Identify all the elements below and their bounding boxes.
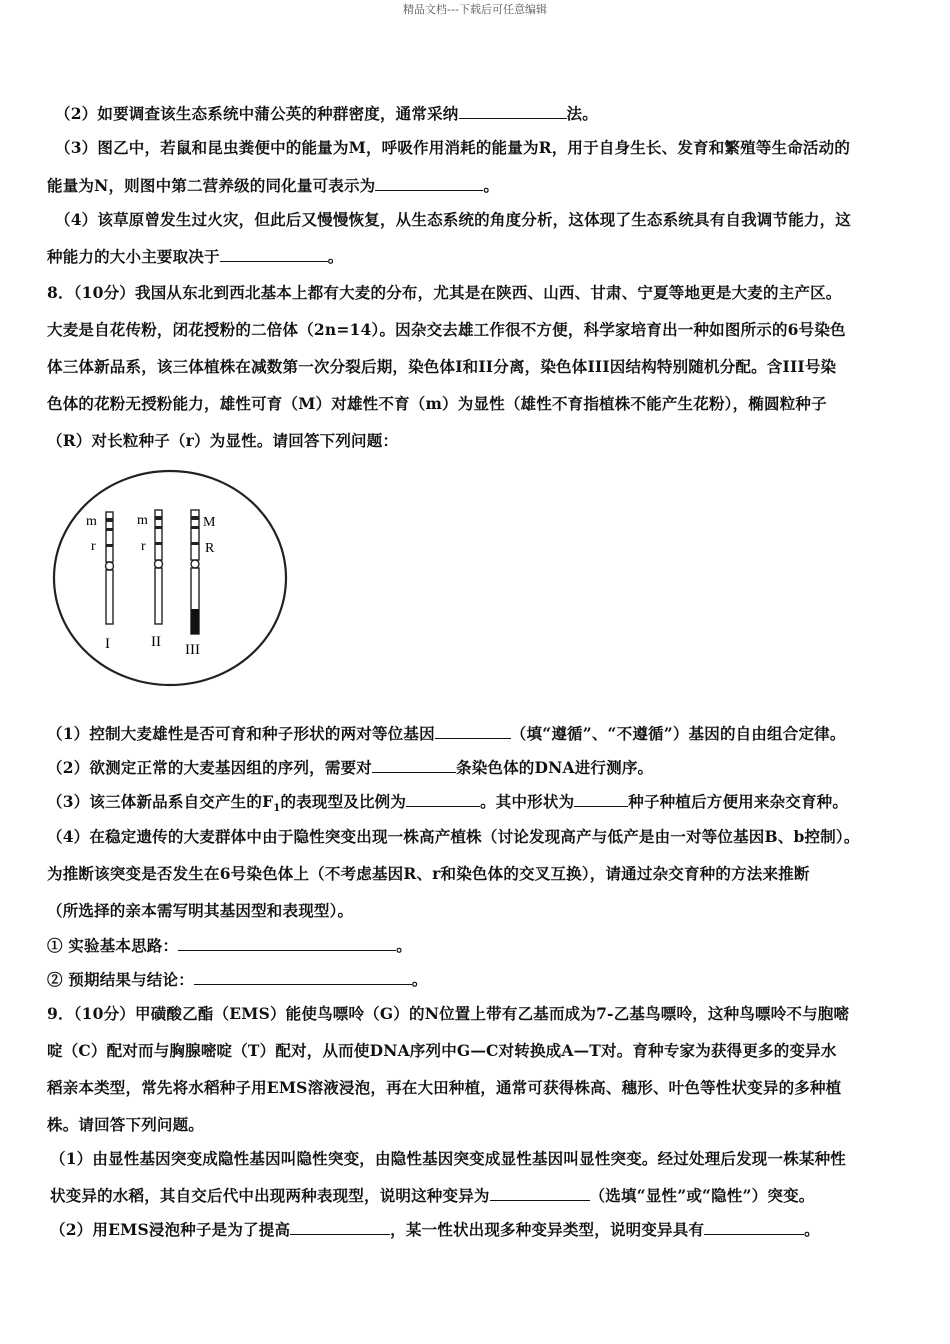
chromosome-diagram-svg [50, 468, 290, 690]
q8-stem-line: 色体的花粉无授粉能力，雄性可育（M）对雄性不育（m）为显性（雄性不育指植株不能产生花粉），椭圆粒种子 [47, 394, 827, 413]
q8-1-line: （1）控制大麦雄性是否可育和种子形状的两对等位基因 （填“遵循”、“不遵循”）基因的自由组合定律。 [47, 724, 846, 743]
q8-4-line: （所选择的亲本需写明其基因型和表现型）。 [47, 901, 354, 920]
q7-3-line: （3）图乙中，若鼠和昆虫粪便中的能量为M，呼吸作用消耗的能量为R，用于自身生长、发育和繁殖等生命活动的 [55, 138, 851, 157]
answer-blank[interactable] [435, 724, 511, 739]
q9-stem-line: 株。请回答下列问题。 [47, 1115, 205, 1134]
q8-stem-line: 8．（10分）我国从东北到西北基本上都有大麦的分布，尤其是在陕西、山西、甘肃、宁夏等地更是大麦的主产区。 [47, 283, 842, 302]
answer-blank[interactable] [290, 1220, 390, 1235]
cell-outline [54, 471, 286, 685]
q9-1-line-cont: 状变异的水稻，其自交后代中出现两种表现型，说明这种变异为 （选填“显性”或“隐性”）突变。 [50, 1186, 815, 1205]
q8-4-line: 为推断该突变是否发生在6号染色体上（不考虑基因R、r和染色体的交叉互换），请通过杂交育种的方法来推断 [47, 864, 810, 883]
q7-4-line: （4）该草原曾发生过火灾，但此后又慢慢恢复，从生态系统的角度分析，这体现了生态系统具有自我调节能力，这 [55, 210, 851, 229]
q8-stem-line: （R）对长粒种子（r）为显性。请回答下列问题： [47, 431, 399, 450]
q9-stem-line: 稻亲本类型，常先将水稻种子用EMS溶液浸泡，再在大田种植，通常可获得株高、穗形、叶色等性状变异的多种植 [47, 1078, 842, 1097]
gene-label-M: M [203, 515, 216, 530]
q7-2-line: （2）如要调查该生态系统中蒲公英的种群密度，通常采纳 法。 [55, 104, 598, 123]
page-header: 精品文档---下载后可任意编辑 [403, 3, 547, 16]
chromosome-label-I: I [105, 636, 110, 652]
translocated-segment [191, 609, 199, 634]
gene-label-r: r [91, 539, 96, 554]
answer-blank[interactable] [194, 970, 412, 985]
q9-1-line: （1）由显性基因突变成隐性基因叫隐性突变，由隐性基因突变成显性基因叫显性突变。经过处理后发现一株某种性 [50, 1149, 846, 1168]
chromosome-label-III: III [185, 642, 200, 658]
q8-stem-line: 大麦是自花传粉，闭花授粉的二倍体（2n=14）。因杂交去雄工作很不方便，科学家培育出一种如图所示的6号染色 [47, 320, 846, 339]
gene-label-m: m [86, 514, 97, 529]
q9-stem-line: 9．（10分）甲磺酸乙酯（EMS）能使鸟嘌呤（G）的N位置上带有乙基而成为7-乙基鸟嘌呤，这种鸟嘌呤不与胞嘧 [47, 1004, 850, 1023]
q7-3-line-cont: 能量为N，则图中第二营养级的同化量可表示为 。 [47, 176, 500, 195]
q8-stem-line: 体三体新品系，该三体植株在减数第一次分裂后期，染色体I和II分离，染色体III因结构特别随机分配。含III号染 [47, 357, 837, 376]
answer-blank[interactable] [574, 792, 628, 807]
q8-4-result-line: ② 预期结果与结论： 。 [47, 970, 428, 989]
answer-blank[interactable] [220, 247, 328, 262]
chromosome-diagram [50, 468, 290, 690]
answer-blank[interactable] [372, 758, 456, 773]
q8-4-line: （4）在稳定遗传的大麦群体中由于隐性突变出现一株高产植株（讨论发现高产与低产是由一对等位基因B、b控制）。 [47, 827, 860, 846]
answer-blank[interactable] [490, 1186, 590, 1201]
chromosome-III [185, 510, 216, 658]
answer-blank[interactable] [704, 1220, 804, 1235]
answer-blank[interactable] [178, 936, 396, 951]
answer-blank[interactable] [459, 104, 567, 119]
chromosome-label-II: II [151, 634, 161, 650]
gene-label-R: R [205, 541, 215, 556]
gene-label-m: m [137, 513, 148, 528]
chromosome-II [137, 510, 163, 650]
gene-label-r: r [141, 539, 146, 554]
answer-blank[interactable] [375, 176, 483, 191]
answer-blank[interactable] [406, 792, 480, 807]
q8-2-line: （2）欲测定正常的大麦基因组的序列，需要对 条染色体的DNA进行测序。 [47, 758, 654, 777]
q9-2-line: （2）用EMS浸泡种子是为了提高 ，某一性状出现多种变异类型，说明变异具有 。 [50, 1220, 820, 1239]
chromosome-I [86, 512, 114, 652]
q8-3-line: （3）该三体新品系自交产生的$F_1$的表现型及比例为 。其中形状为 种子种植后方便用来杂交育种。 [47, 792, 849, 815]
q8-4-experiment-line: ① 实验基本思路： 。 [47, 936, 412, 955]
q9-stem-line: 啶（C）配对而与胸腺嘧啶（T）配对，从而使DNA序列中G—C对转换成A—T对。育种专家为获得更多的变异水 [47, 1041, 837, 1060]
q7-4-line-cont: 种能力的大小主要取决于 。 [47, 247, 344, 266]
